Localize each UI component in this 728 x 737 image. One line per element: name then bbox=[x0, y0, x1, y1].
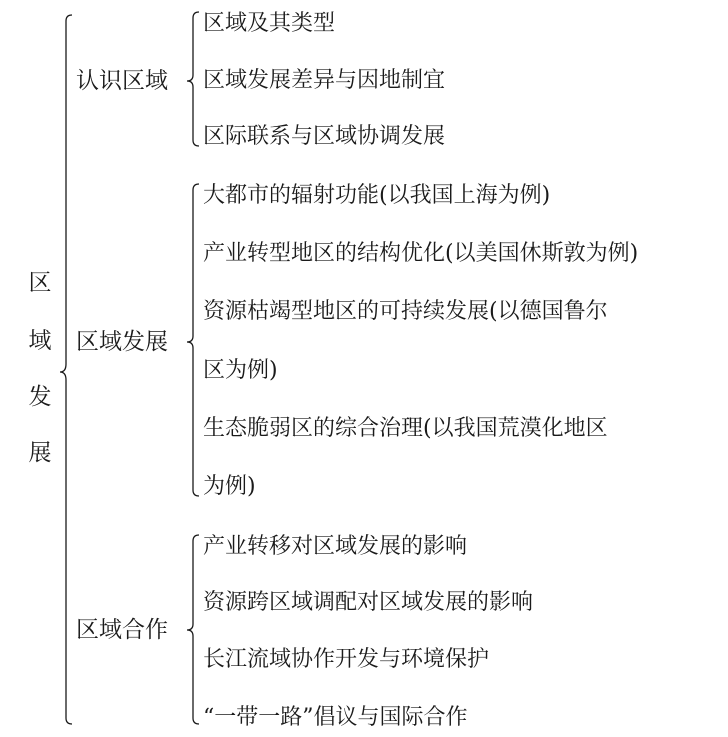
root-char-1: 区 bbox=[28, 270, 52, 296]
category-3-item-3: 长江流域协作开发与环境保护 bbox=[203, 647, 490, 672]
category-1-item-1: 区域及其类型 bbox=[203, 11, 336, 36]
root-char-4: 展 bbox=[28, 440, 52, 466]
category-3-item-2: 资源跨区域调配对区域发展的影响 bbox=[203, 590, 534, 615]
category-2-item-3-cont: 区为例) bbox=[203, 358, 278, 383]
category-3-item-4: “一带一路”倡议与国际合作 bbox=[203, 705, 468, 730]
category-2-item-3: 资源枯竭型地区的可持续发展(以德国鲁尔 bbox=[203, 299, 608, 324]
brace-category-2 bbox=[187, 184, 199, 496]
category-2-item-1: 大都市的辐射功能(以我国上海为例) bbox=[203, 183, 551, 208]
category-3-item-1: 产业转移对区域发展的影响 bbox=[203, 534, 468, 559]
root-char-2: 域 bbox=[28, 328, 52, 354]
category-2-item-4: 生态脆弱区的综合治理(以我国荒漠化地区 bbox=[203, 416, 608, 441]
category-label-2: 区域发展 bbox=[76, 329, 168, 355]
category-1-item-2: 区域发展差异与因地制宜 bbox=[203, 68, 446, 93]
category-label-3: 区域合作 bbox=[76, 617, 168, 643]
category-2-item-4-cont: 为例) bbox=[203, 474, 256, 499]
category-1-item-3: 区际联系与区域协调发展 bbox=[203, 124, 446, 149]
brace-category-1 bbox=[187, 12, 199, 146]
main-brace bbox=[60, 15, 72, 724]
category-label-1: 认识区域 bbox=[76, 68, 168, 94]
category-2-item-2: 产业转型地区的结构优化(以美国休斯敦为例) bbox=[203, 241, 639, 266]
root-char-3: 发 bbox=[28, 384, 52, 410]
brace-category-3 bbox=[187, 535, 199, 724]
